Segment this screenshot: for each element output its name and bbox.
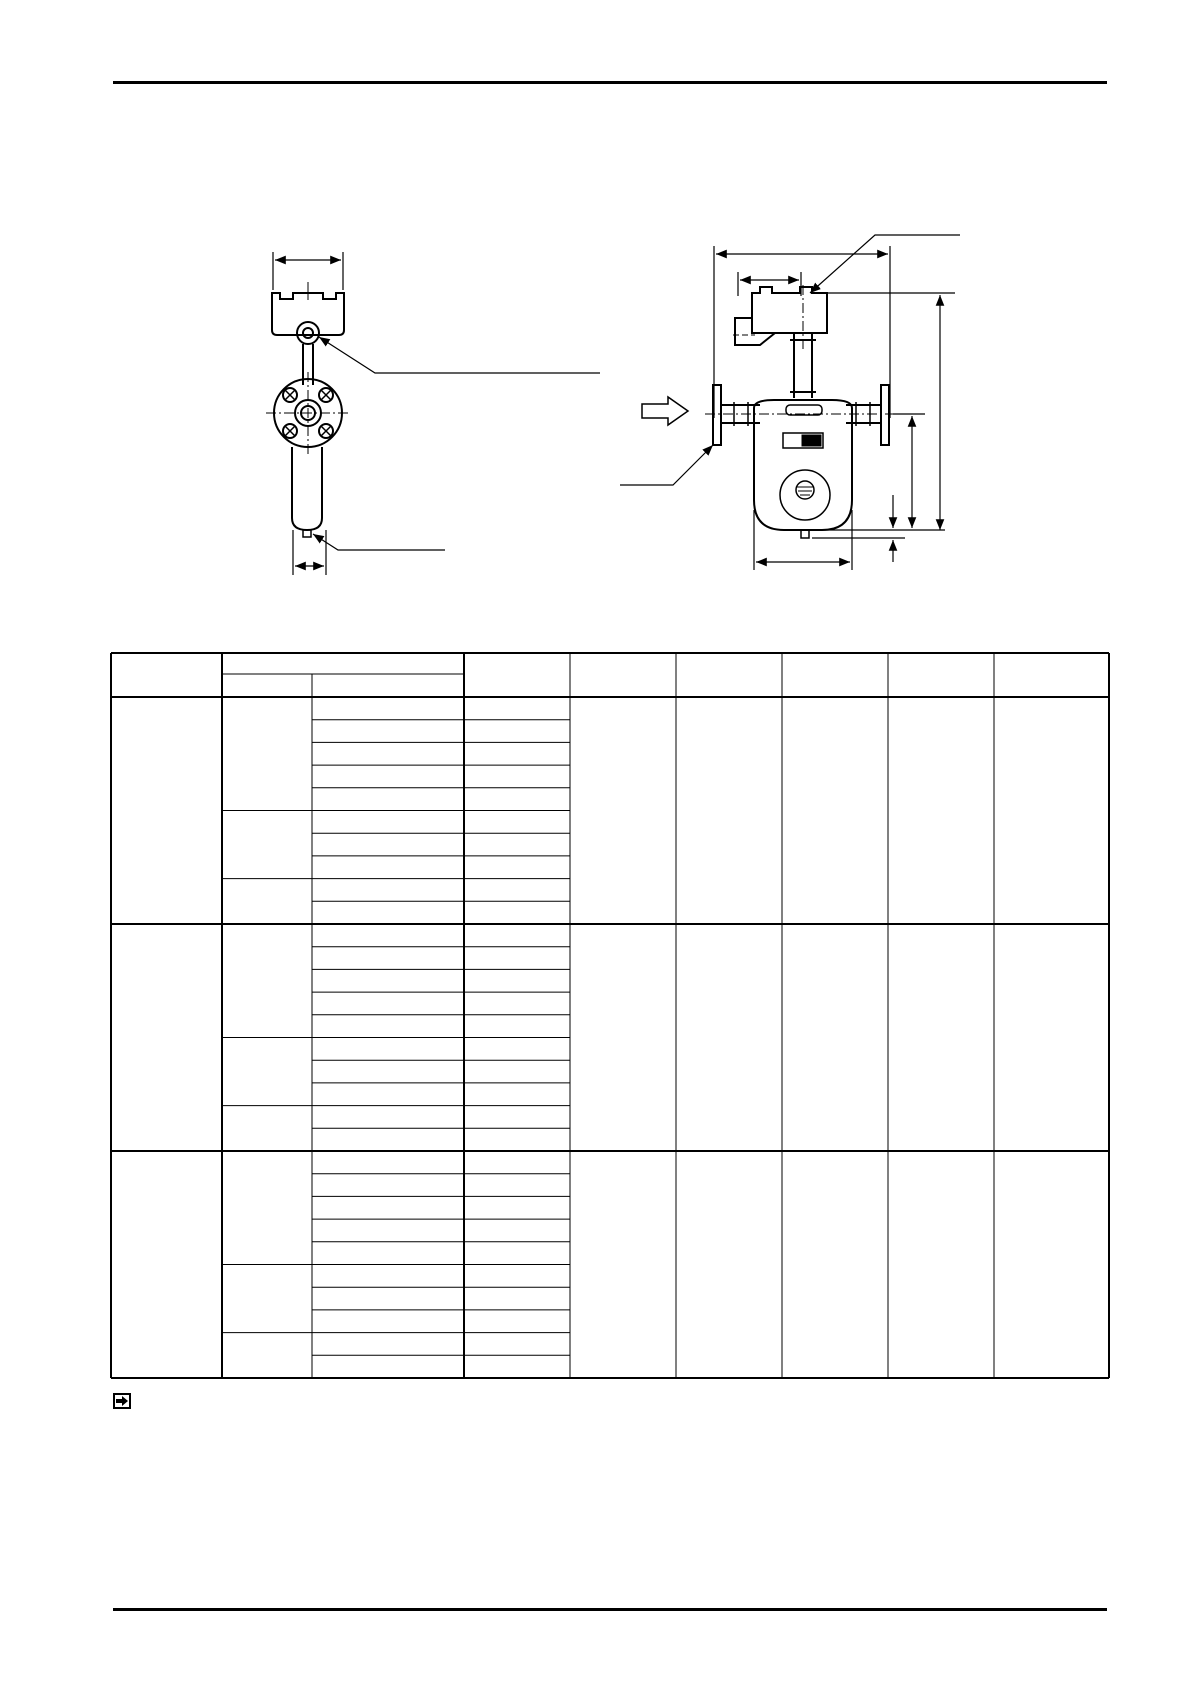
- note-arrow-icon: [113, 1393, 131, 1409]
- dimension-drawings: [0, 0, 1191, 600]
- side-view-drawing: [266, 252, 600, 575]
- flow-direction-arrow-icon: [642, 397, 688, 425]
- footer-rule: [113, 1608, 1107, 1611]
- specification-table: [110, 652, 1110, 1389]
